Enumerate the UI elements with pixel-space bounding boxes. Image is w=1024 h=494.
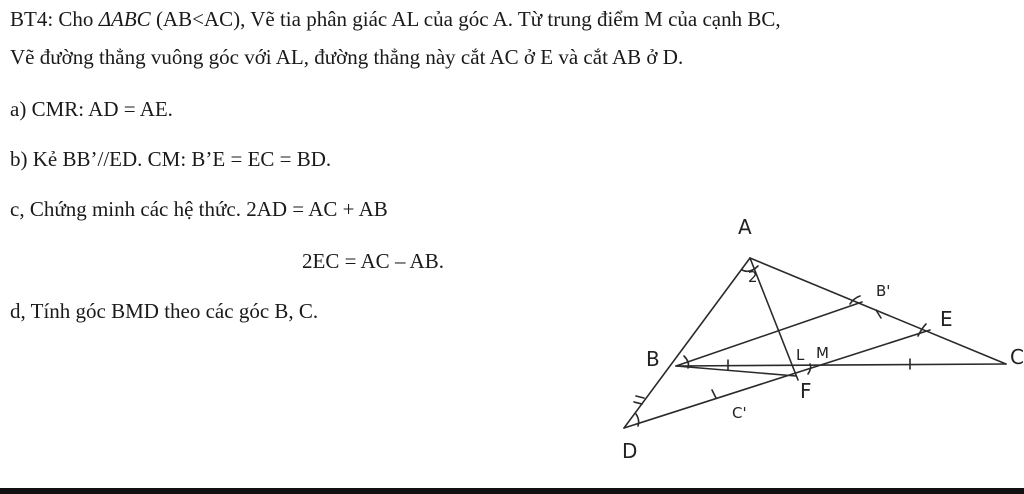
problem-prefix: BT4: Cho [10, 7, 99, 31]
label-C: C [1010, 345, 1024, 369]
part-d: d, Tính góc BMD theo các góc B, C. [10, 299, 319, 323]
geometry-figure [600, 200, 1024, 486]
side-AB-extended [624, 258, 750, 428]
problem-line1-rest: (AB<AC), Vẽ tia phân giác AL của góc A. Từ trung điểm M của cạnh BC, [150, 7, 781, 31]
side-BC [676, 364, 1006, 366]
label-M: M [816, 344, 829, 362]
part-c-line-1: c, Chứng minh các hệ thức. 2AD = AC + AB [10, 197, 388, 221]
label-E: E [940, 307, 953, 331]
angle-mark-A: 2 [748, 268, 758, 286]
part-c-line-2: 2EC = AC – AB. [302, 249, 444, 273]
segment-BF [676, 366, 796, 376]
tick-mark [636, 396, 644, 398]
label-L: L [796, 346, 805, 364]
problem-line-2: Vẽ đường thẳng vuông góc với AL, đường thẳng này cắt AC ở E và cắt AB ở D. [10, 45, 684, 69]
segment-DE [624, 330, 930, 428]
label-A: A [738, 215, 752, 239]
triangle-name: ΔABC [98, 7, 151, 31]
problem-title-line [10, 6, 781, 32]
side-AC [750, 258, 1006, 364]
label-D: D [622, 439, 638, 463]
part-b: b) Kẻ BB’//ED. CM: B’E = EC = BD. [10, 147, 332, 171]
label-B: B [646, 347, 660, 371]
label-C-prime: C' [732, 404, 747, 422]
segment-BB-prime [676, 302, 862, 366]
bottom-border [0, 488, 1024, 494]
tick-mark [712, 390, 716, 398]
part-a: a) CMR: AD = AE. [10, 97, 173, 121]
tick-mark [634, 402, 642, 404]
label-F: F [800, 379, 812, 403]
label-B-prime: B' [876, 282, 891, 300]
